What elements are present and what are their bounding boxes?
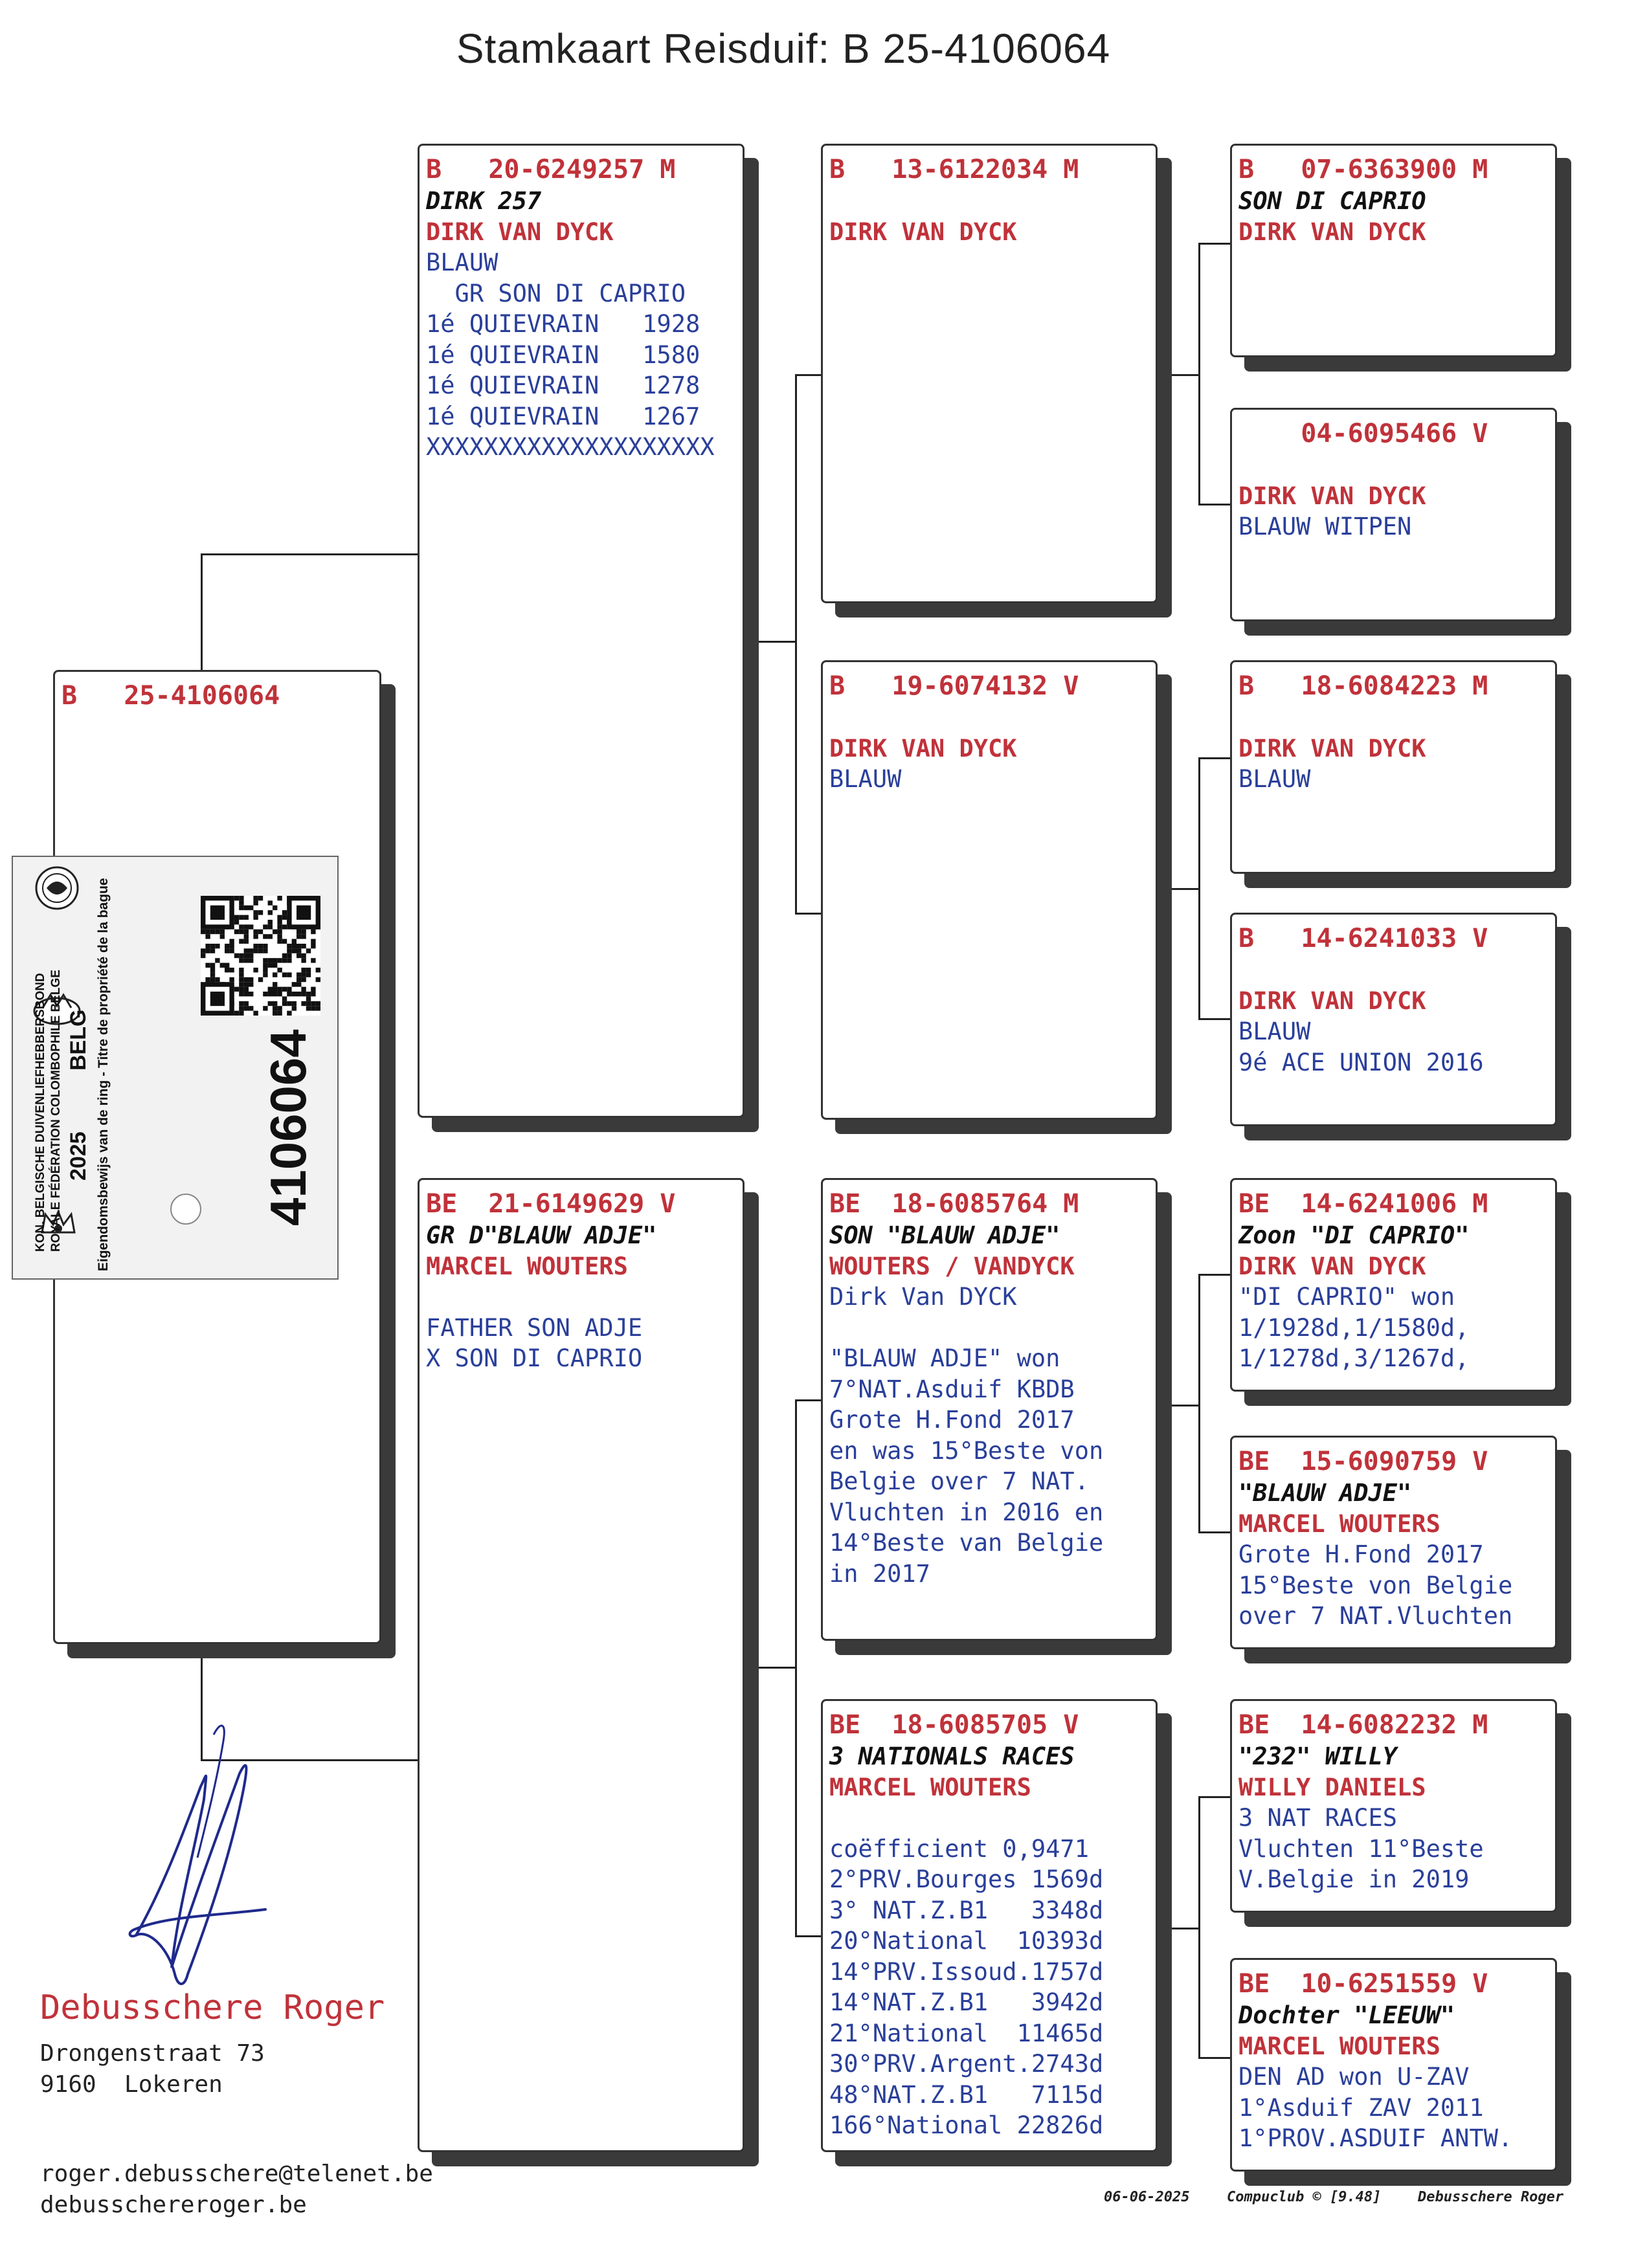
pedigree-card — [821, 1178, 1158, 1641]
pedigree-line: 3 NATIONALS RACES — [829, 1742, 1075, 1770]
ring-hole — [170, 1194, 201, 1225]
owner-city: 9160 Lokeren — [40, 2071, 223, 2098]
pedigree-line: 1é QUIEVRAIN 1278 — [426, 372, 700, 399]
footer-user: Debusschere Roger — [1418, 2189, 1564, 2205]
pedigree-line: MARCEL WOUTERS — [1238, 2032, 1440, 2060]
pedigree-line: over 7 NAT.Vluchten — [1238, 1602, 1513, 1630]
pedigree-line: 3° NAT.Z.B1 3348d — [829, 1896, 1104, 1924]
pedigree-line: Vluchten 11°Beste — [1238, 1834, 1484, 1863]
pedigree-ring: BE 21-6149629 V — [426, 1189, 676, 1219]
pedigree-line: DIRK VAN DYCK — [1238, 482, 1426, 510]
pedigree-line: 14°Beste van Belgie — [829, 1529, 1104, 1557]
pedigree-line — [829, 1313, 1149, 1344]
owner-street: Drongenstraat 73 — [40, 2040, 265, 2067]
footer-date: 06-06-2025 — [1104, 2189, 1190, 2205]
pedigree-line: 21°National 11465d — [829, 2019, 1104, 2047]
pedigree-ring: B 19-6074132 V — [829, 671, 1079, 701]
pedigree-line: BLAUW — [829, 765, 902, 793]
pedigree-line: MARCEL WOUTERS — [1238, 1509, 1440, 1538]
pedigree-line: 9é ACE UNION 2016 — [1238, 1048, 1484, 1076]
owner-name: Debusschere Roger — [40, 1988, 385, 2027]
pedigree-ring: BE 18-6085705 V — [829, 1710, 1079, 1740]
pedigree-card — [1230, 1958, 1557, 2172]
pedigree-line: en was 15°Beste von — [829, 1436, 1104, 1465]
pedigree-line: WOUTERS / VANDYCK — [829, 1252, 1075, 1280]
pedigree-line: WILLY DANIELS — [1238, 1773, 1426, 1801]
ring-card-org-nl: KON. BELGISCHE DUIVENLIEFHEBBERSBOND — [34, 973, 47, 1252]
pedigree-line: 20°National 10393d — [829, 1927, 1104, 1955]
pedigree-line: 1é QUIEVRAIN 1580 — [426, 340, 700, 369]
ring-card-org-fr: ROYALE FÉDÉRATION COLOMBOPHILE BELGE — [49, 970, 63, 1252]
pedigree-line: Vluchten in 2016 en — [829, 1498, 1104, 1526]
pedigree-ring: BE 14-6082232 M — [1238, 1710, 1488, 1740]
page-title: Stamkaart Reisduif: B 25-4106064 — [456, 25, 1111, 72]
pedigree-ring: B 18-6084223 M — [1238, 671, 1488, 701]
pedigree-line: BLAUW — [1238, 765, 1311, 793]
owner-email[interactable]: roger.debusschere@telenet.be — [40, 2161, 433, 2187]
signature-icon — [110, 1696, 304, 2007]
pedigree-line: GR SON DI CAPRIO — [426, 279, 686, 307]
pedigree-card — [1230, 408, 1557, 621]
pedigree-line: BLAUW — [426, 249, 499, 276]
pedigree-line: DIRK VAN DYCK — [1238, 986, 1426, 1015]
pedigree-line: V.Belgie in 2019 — [1238, 1865, 1470, 1893]
pedigree-line — [1238, 702, 1549, 733]
footer-software: Compuclub © [9.48] — [1227, 2189, 1382, 2205]
pedigree-line: 166°National 22826d — [829, 2111, 1104, 2139]
pedigree-line: BLAUW — [1238, 1017, 1311, 1045]
pedigree-line — [829, 702, 1149, 733]
pedigree-line: 1°Asduif ZAV 2011 — [1238, 2093, 1484, 2122]
pedigree-line — [829, 1803, 1149, 1834]
pedigree-card — [418, 1178, 745, 2152]
pedigree-line: DIRK VAN DYCK — [1238, 734, 1426, 762]
pedigree-line: Zoon "DI CAPRIO" — [1238, 1221, 1470, 1249]
pedigree-line: BLAUW WITPEN — [1238, 513, 1412, 540]
pedigree-line: Grote H.Fond 2017 — [829, 1406, 1075, 1434]
pedigree-ring: BE 10-6251559 V — [1238, 1969, 1488, 1999]
pedigree-line: "DI CAPRIO" won — [1238, 1283, 1455, 1311]
pedigree-line: XXXXXXXXXXXXXXXXXXXX — [426, 433, 715, 461]
pedigree-line: DEN AD won U-ZAV — [1238, 2063, 1470, 2091]
pedigree-card — [1230, 913, 1557, 1126]
pedigree-ring: BE 14-6241006 M — [1238, 1189, 1488, 1219]
pedigree-line: "BLAUW ADJE" won — [829, 1344, 1060, 1372]
pedigree-line: DIRK VAN DYCK — [1238, 1252, 1426, 1280]
pedigree-line: 1é QUIEVRAIN 1928 — [426, 310, 700, 338]
pedigree-line: DIRK VAN DYCK — [829, 217, 1017, 246]
owner-website[interactable]: debusschereroger.be — [40, 2192, 307, 2218]
pedigree-line: in 2017 — [829, 1559, 930, 1588]
pedigree-card — [1230, 1436, 1557, 1649]
pedigree-line: 1°PROV.ASDUIF ANTW. — [1238, 2124, 1513, 2152]
pedigree-line: MARCEL WOUTERS — [829, 1773, 1031, 1801]
pedigree-ring: B 14-6241033 V — [1238, 924, 1488, 953]
pedigree-line: 1/1278d,3/1267d, — [1238, 1344, 1470, 1372]
pedigree-line: DIRK VAN DYCK — [426, 217, 614, 246]
pedigree-ring: B 13-6122034 M — [829, 155, 1079, 184]
ring-card-country: BELG — [66, 1009, 91, 1071]
pedigree-ring: BE 15-6090759 V — [1238, 1447, 1488, 1476]
pedigree-line — [1238, 955, 1549, 986]
pedigree-line: coëfficient 0,9471 — [829, 1834, 1089, 1863]
pedigree-line — [829, 186, 1149, 217]
pedigree-line: Dirk Van DYCK — [829, 1283, 1017, 1311]
ring-card-year: 2025 — [66, 1131, 91, 1181]
pedigree-line: Belgie over 7 NAT. — [829, 1467, 1089, 1495]
pedigree-line: 1/1928d,1/1580d, — [1238, 1313, 1470, 1342]
pedigree-line: 48°NAT.Z.B1 7115d — [829, 2080, 1104, 2109]
pedigree-line: SON "BLAUW ADJE" — [829, 1221, 1060, 1249]
ring-ownership-card — [12, 856, 339, 1280]
pedigree-line: X SON DI CAPRIO — [426, 1344, 643, 1372]
pedigree-ring: B 07-6363900 M — [1238, 155, 1488, 184]
pedigree-card — [1230, 1699, 1557, 1913]
pedigree-line: DIRK VAN DYCK — [829, 734, 1017, 762]
pedigree-line: 15°Beste von Belgie — [1238, 1571, 1513, 1599]
subject-ring: B 25-4106064 — [62, 681, 280, 711]
pedigree-line: 1é QUIEVRAIN 1267 — [426, 402, 700, 430]
pedigree-ring: BE 18-6085764 M — [829, 1189, 1079, 1219]
pedigree-card — [821, 144, 1158, 603]
ring-card-number: 4106064 — [260, 1029, 317, 1226]
pedigree-ring: 04-6095466 V — [1238, 419, 1488, 449]
qr-code-icon — [201, 896, 320, 1016]
pedigree-line — [426, 1282, 736, 1313]
pedigree-line: 3 NAT RACES — [1238, 1804, 1398, 1832]
pedigree-card — [1230, 1178, 1557, 1392]
pedigree-line: MARCEL WOUTERS — [426, 1252, 628, 1280]
pedigree-card — [1230, 660, 1557, 874]
pedigree-line: 2°PRV.Bourges 1569d — [829, 1865, 1104, 1893]
pedigree-card — [821, 1699, 1158, 2152]
pedigree-line: 14°NAT.Z.B1 3942d — [829, 1988, 1104, 2016]
pedigree-line: 14°PRV.Issoud.1757d — [829, 1957, 1104, 1986]
pedigree-card — [418, 144, 745, 1118]
pedigree-line: DIRK VAN DYCK — [1238, 217, 1426, 246]
pedigree-card — [1230, 144, 1557, 357]
pedigree-line: 7°NAT.Asduif KBDB — [829, 1375, 1075, 1403]
pedigree-line — [1238, 450, 1549, 481]
pedigree-line: DIRK 257 — [426, 187, 542, 215]
pedigree-ring: B 20-6249257 M — [426, 155, 676, 184]
pedigree-line: SON DI CAPRIO — [1238, 187, 1426, 215]
pedigree-line: FATHER SON ADJE — [426, 1313, 643, 1342]
pedigree-line: Grote H.Fond 2017 — [1238, 1540, 1484, 1568]
pedigree-line: "232" WILLY — [1238, 1742, 1398, 1770]
pedigree-line: Dochter "LEEUW" — [1238, 2001, 1455, 2029]
pedigree-card — [821, 660, 1158, 1120]
pedigree-line: "BLAUW ADJE" — [1238, 1479, 1412, 1507]
ring-card-ownership: Eigendomsbewijs van de ring - Titre de propriété de la bague — [96, 878, 111, 1271]
pedigree-line: GR D"BLAUW ADJE" — [426, 1221, 657, 1249]
pedigree-line: 30°PRV.Argent.2743d — [829, 2050, 1104, 2078]
